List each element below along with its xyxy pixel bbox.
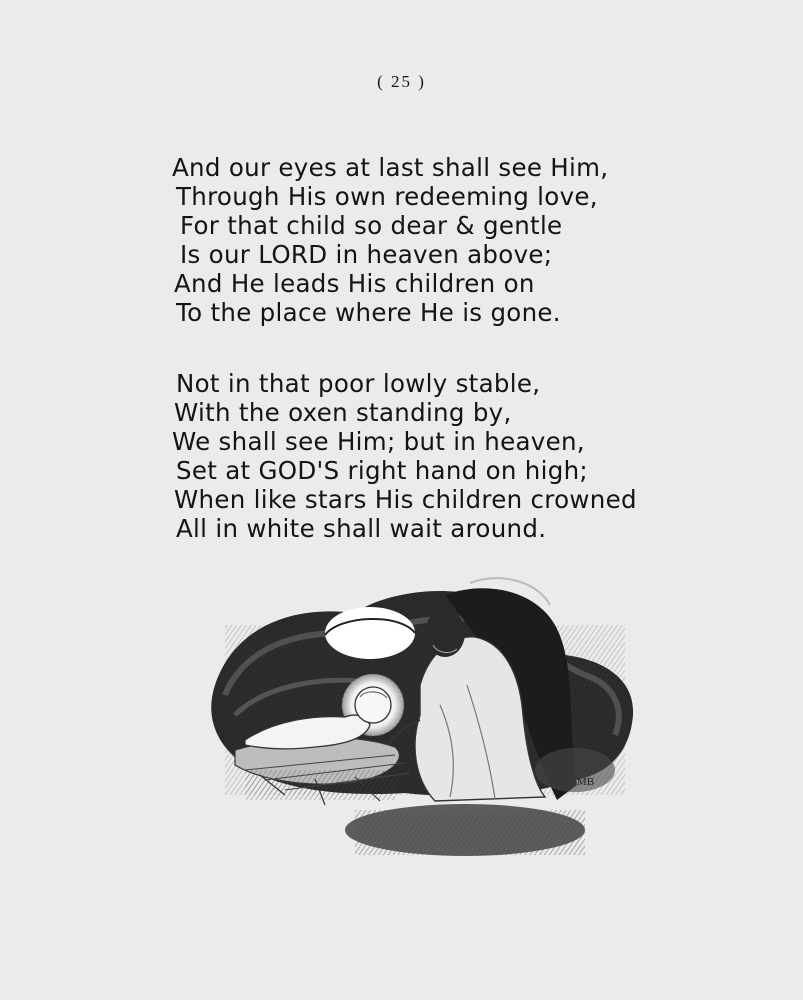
poem-line: And our eyes at last shall see Him, xyxy=(172,153,609,182)
poem-line: We shall see Him; but in heaven, xyxy=(172,427,585,456)
poem-line: All in white shall wait around. xyxy=(176,514,547,543)
moon-arc xyxy=(325,607,415,659)
poem-line: Not in that poor lowly stable, xyxy=(176,369,541,398)
poem-line: When like stars His children crowned xyxy=(174,485,637,514)
angel-child-illustration xyxy=(205,565,645,875)
poem-line: Is our LORD in heaven above; xyxy=(180,240,553,269)
poem-line: Set at GOD'S right hand on high; xyxy=(176,456,588,485)
poem-line: To the place where He is gone. xyxy=(176,298,561,327)
poem-line: For that child so dear & gentle xyxy=(180,211,563,240)
stanza-2 xyxy=(172,369,637,543)
artist-monogram: MB xyxy=(577,776,595,788)
poem-line: With the oxen standing by, xyxy=(174,398,512,427)
page-number: ( 25 ) xyxy=(377,72,426,91)
poem-line: Through His own redeeming love, xyxy=(176,182,598,211)
poem-line: And He leads His children on xyxy=(174,269,535,298)
stanza-1 xyxy=(172,153,608,327)
